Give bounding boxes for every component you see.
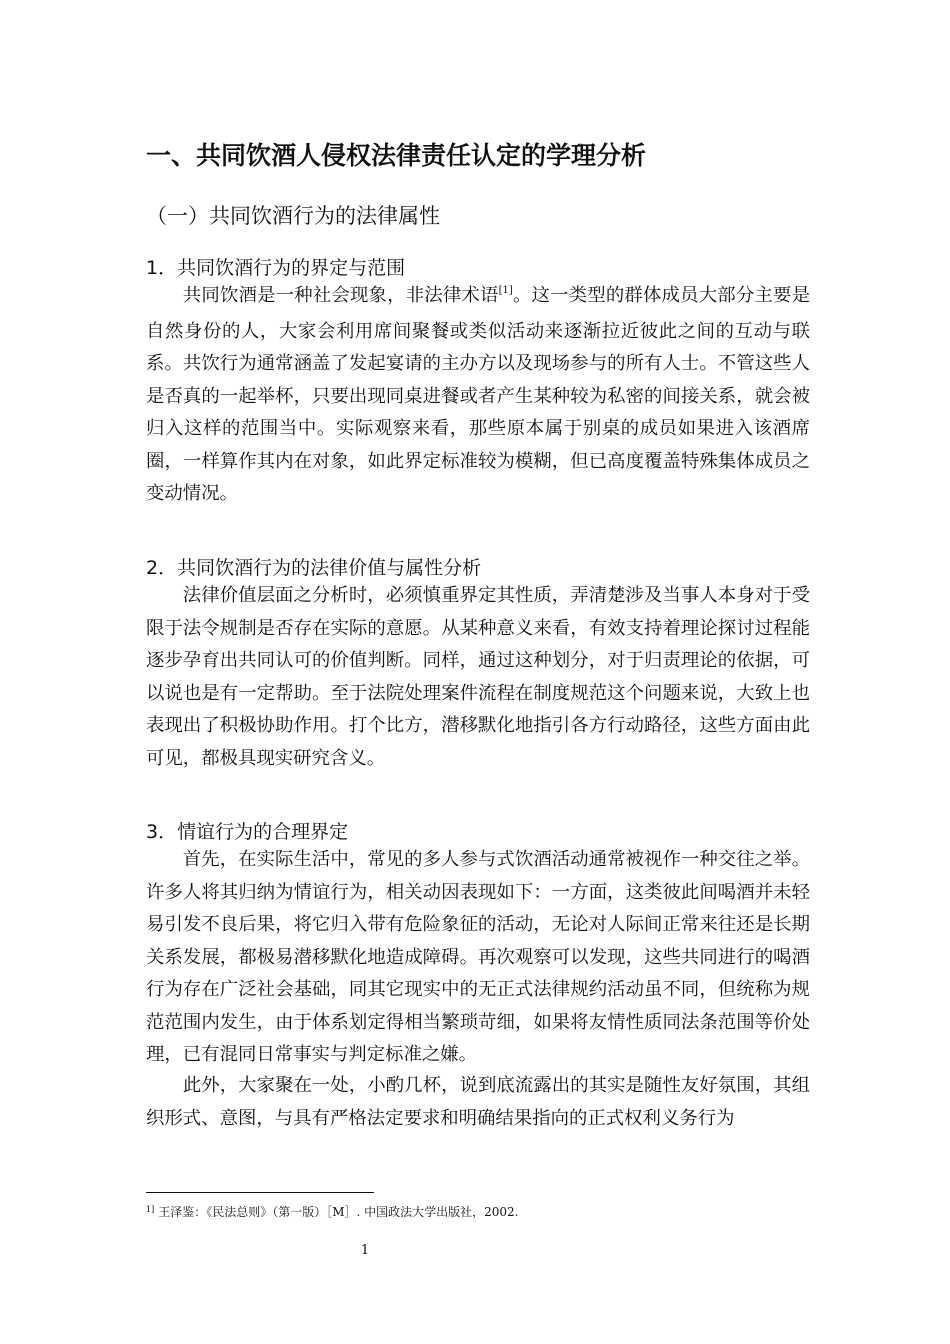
paragraph-1-lead: 共同饮酒是一种社会现象，非法律术语 [182,285,499,306]
citation-ref-1[interactable]: [1] [498,285,513,296]
paragraph-4: 此外，大家聚在一处，小酌几杯，说到底流露出的其实是随性友好氛围，其组织形式、意图，与具有严格法定要求和明确结果指向的正式权利义务行为 [146,1075,810,1129]
subsection-heading-2: 2．共同饮酒行为的法律价值与属性分析 [146,557,482,579]
chapter-heading: 一、共同饮酒人侵权法律责任认定的学理分析 [146,141,647,170]
paragraph-2: 法律价值层面之分析时，必须慎重界定其性质，弄清楚涉及当事人本身对于受限于法令规制是否存在实际的意愿。从某种意义来看，有效支持着理论探讨过程能逐步孕育出共同认可的价值判断。同样，通过这种划分，对于归责理论的依据，可以说也是有一定帮助。至于法院处理案件流程在制度规范这个问题来说，大致上也表现出了积极协助作用。打个比方，潜移默化地指引各方行动路径，这些方面由此可见，都极具现实研究含义。 [146,585,810,769]
paragraph-1 [146,280,810,511]
section-heading: （一）共同饮酒行为的法律属性 [146,204,440,228]
footnote-separator [146,1192,374,1193]
paragraph-1-rest: 。这一类型的群体成员大部分主要是自然身份的人，大家会利用席间聚餐或类似活动来逐渐拉近彼此之间的互动与联系。共饮行为通常涵盖了发起宴请的主办方以及现场参与的所有人士。不管这些人是否真的一起举杯，只要出现同桌进餐或者产生某种较为私密的间接关系，就会被归入这样的范围当中。实际观察来看，那些原本属于别桌的成员如果进入该酒席圈，一样算作其内在对象，如此界定标准较为模糊，但已高度覆盖特殊集体成员之变动情况。 [146,285,810,504]
page-number: 1 [360,1243,370,1258]
footnote [146,1203,519,1223]
subsection-heading-3: 3．情谊行为的合理界定 [146,821,349,843]
subsection-heading-1: 1．共同饮酒行为的界定与范围 [146,257,406,279]
paragraph-3: 首先，在实际生活中，常见的多人参与式饮酒活动通常被视作一种交往之举。许多人将其归纳为情谊行为，相关动因表现如下：一方面，这类彼此间喝酒并未轻易引发不良后果，将它归入带有危险象征的活动，无论对人际间正常来往还是长期关系发展，都极易潜移默化地造成障碍。再次观察可以发现，这些共同进行的喝酒行为存在广泛社会基础，同其它现实中的无正式法律规约活动虽不同，但统称为规范范围内发生，由于体系划定得相当繁琐苛细，如果将友情性质同法条范围等价处理，已有混同日常事实与判定标准之嫌。 [146,849,810,1065]
footnote-text: 王泽鉴：《民法总则》（第一版）［M］. 中国政法大学出版社，2002. [158,1205,519,1219]
footnote-mark: 1] [146,1205,155,1214]
